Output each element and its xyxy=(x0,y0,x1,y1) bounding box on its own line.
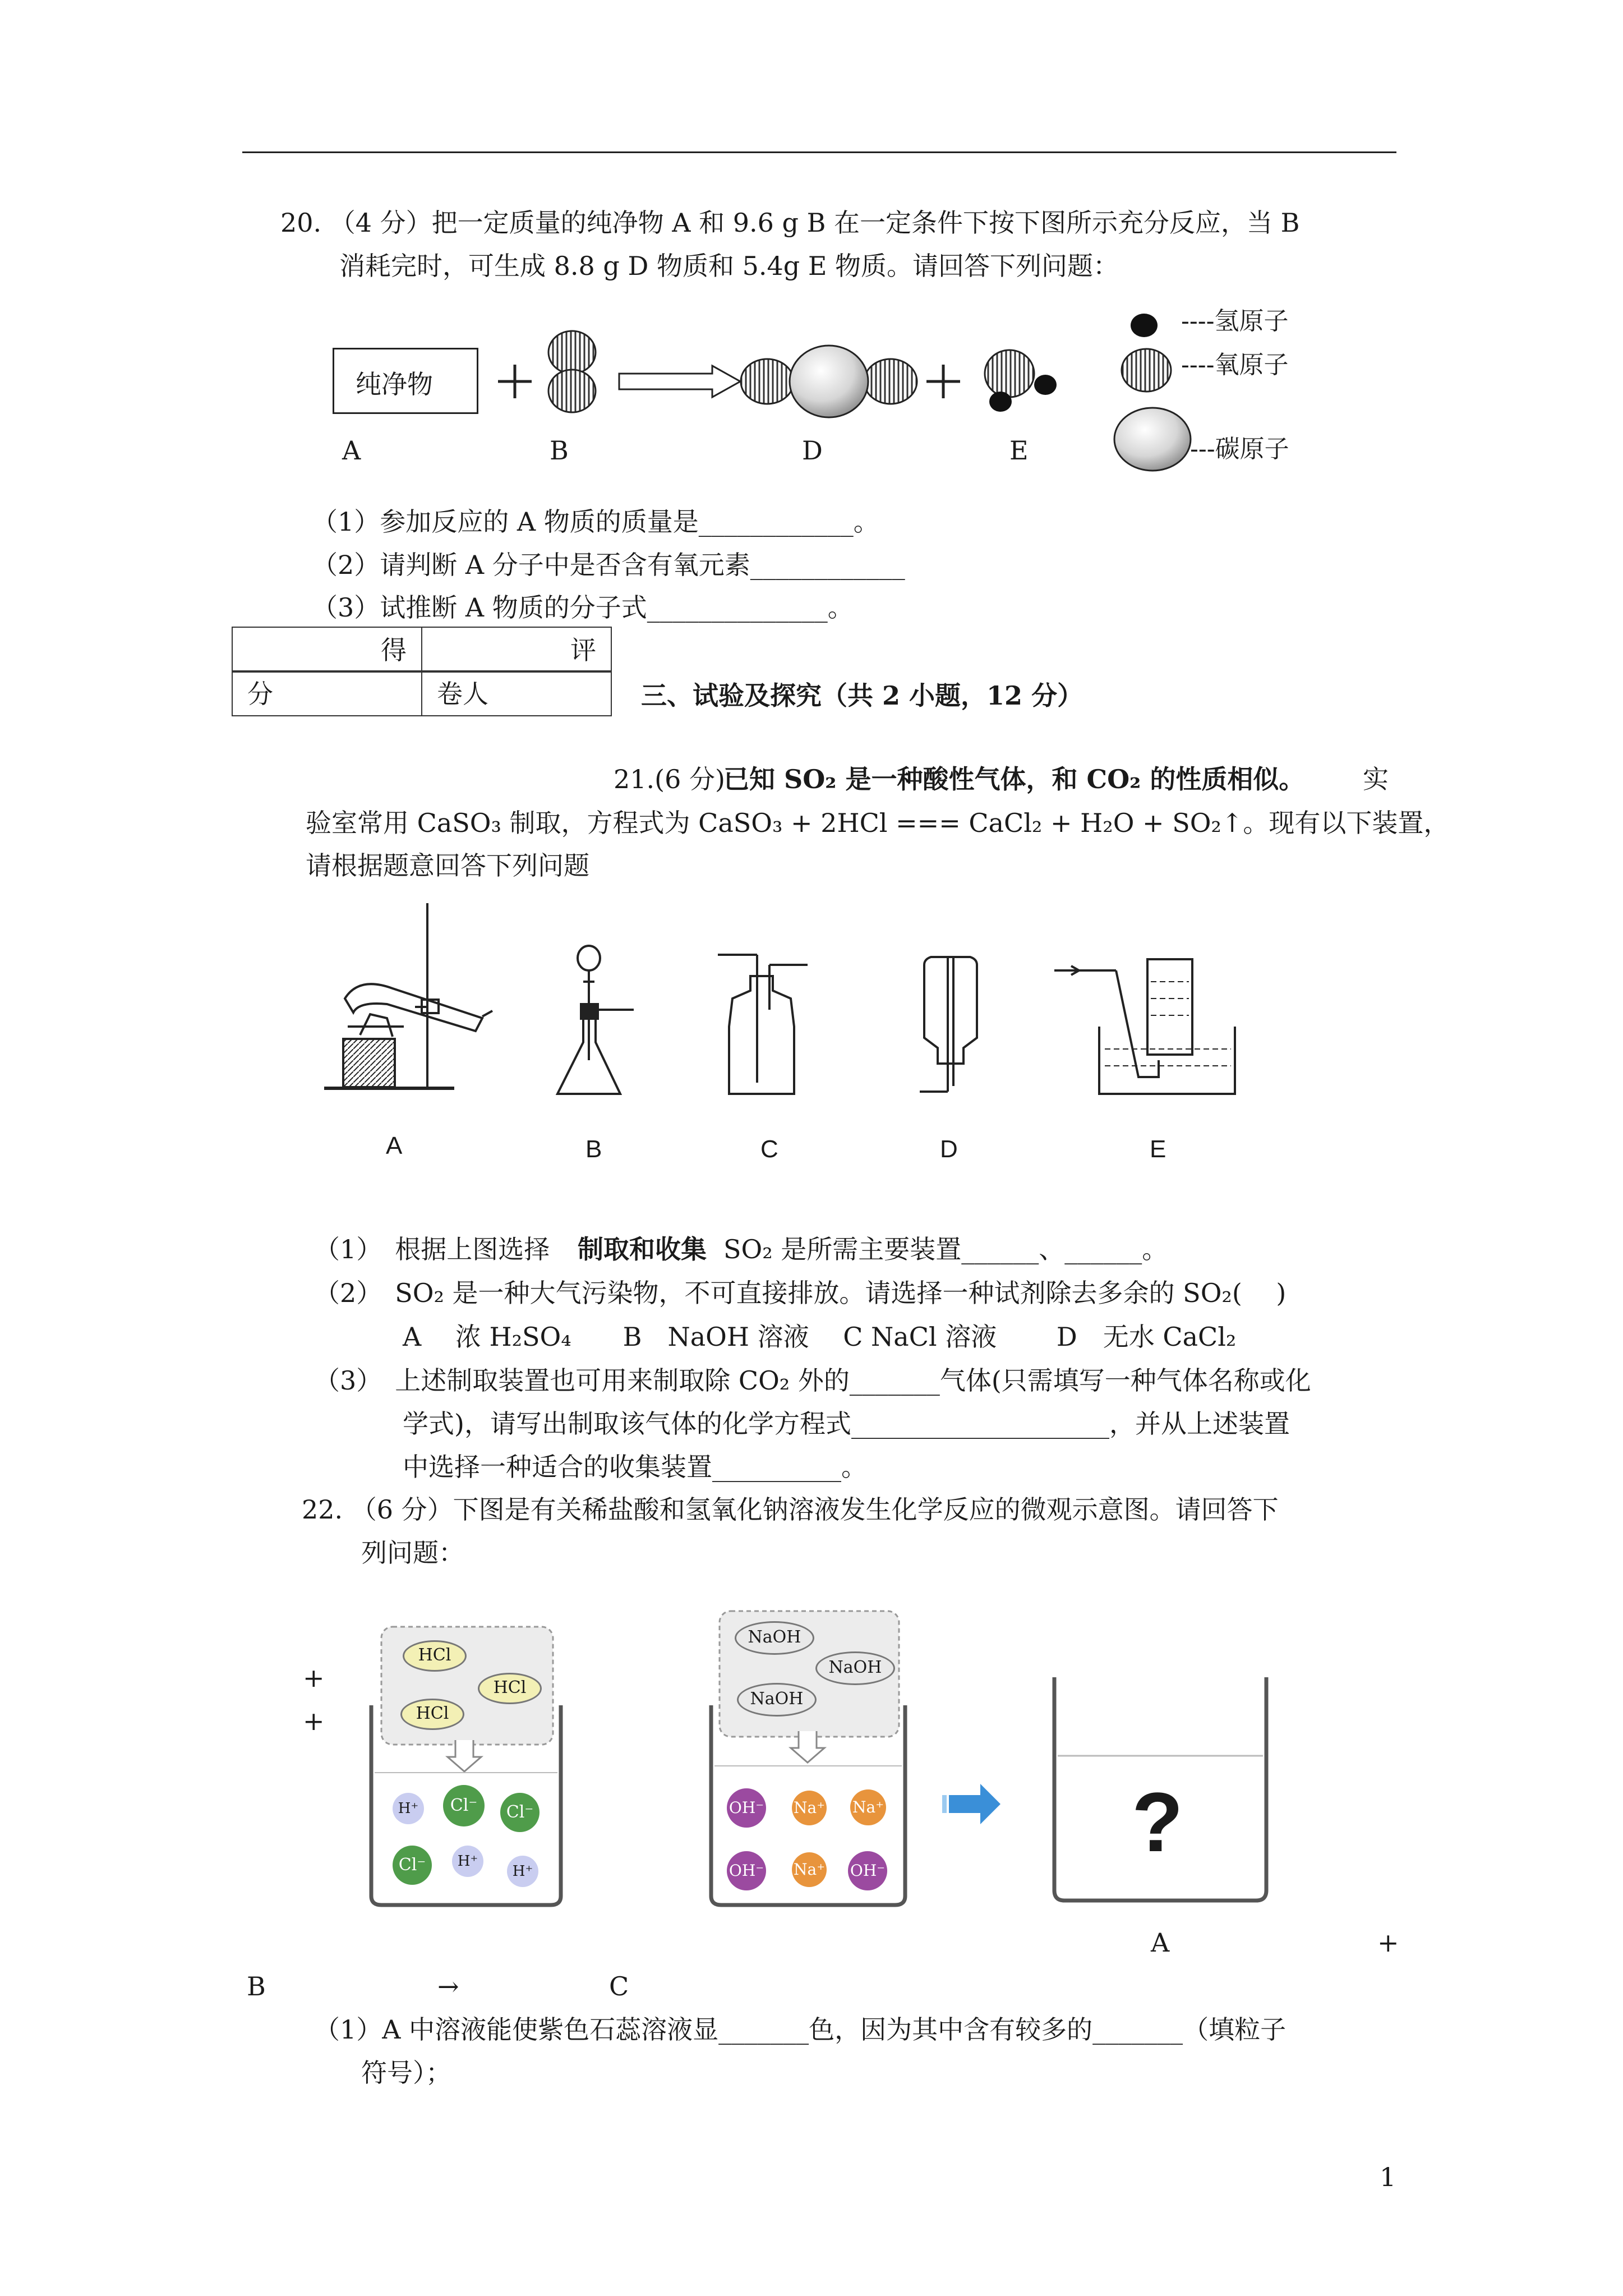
o2-molecule xyxy=(548,331,596,412)
hydrogen-atom-legend xyxy=(1131,314,1158,337)
ion: Cl⁻ xyxy=(500,1793,540,1832)
q21-sub3-line1: （3） 上述制取装置也可用来制取除 CO₂ 外的_______气体(只需填写一种气体名称或化 xyxy=(314,1365,1311,1396)
apparatus-label-E: E xyxy=(1150,1135,1166,1163)
label-A: A xyxy=(342,435,361,466)
carbon-atom-legend xyxy=(1114,408,1191,471)
apparatus-diagram xyxy=(0,892,1623,1128)
score-table xyxy=(232,627,612,716)
legend-oxygen: ----氧原子 xyxy=(1181,351,1289,379)
caption-plus: + xyxy=(1377,1927,1399,1958)
ion: OH⁻ xyxy=(848,1851,887,1890)
apparatus-label-B: B xyxy=(585,1135,602,1163)
apparatus-B-icon xyxy=(557,946,634,1094)
q21-options: A 浓 H₂SO₄ B NaOH 溶液 C NaCl 溶液 D 无水 CaCl₂ xyxy=(403,1322,1237,1352)
hcl-molecule: HCl xyxy=(478,1673,542,1704)
q20-sub3: （3）试推断 A 物质的分子式______________。 xyxy=(312,592,854,623)
q21-line1-b: 已知 SO₂ 是一种酸性气体，和 CO₂ 的性质相似。 xyxy=(723,764,1305,794)
page-number: 1 xyxy=(1380,2162,1396,2192)
q21-sub2: （2） SO₂ 是一种大气污染物，不可直接排放。请选择一种试剂除去多余的 SO₂( ) xyxy=(314,1278,1287,1308)
plus-sign-1 xyxy=(498,365,532,398)
q22-sub1-line1: （1）A 中溶液能使紫色石蕊溶液显_______色，因为其中含有较多的_______（填粒子 xyxy=(314,2014,1287,2045)
ion: OH⁻ xyxy=(727,1851,766,1890)
q21-sub3-line3: 中选择一种适合的收集装置__________。 xyxy=(403,1452,867,1482)
naoh-molecule: NaOH xyxy=(735,1621,814,1655)
q21-line2: 验室常用 CaSO₃ 制取，方程式为 CaSO₃ + 2HCl === CaCl₂ + H₂O + SO₂↑。现有以下装置， xyxy=(306,808,1450,838)
q21-sub1-a: （1） 根据上图选择 xyxy=(314,1234,550,1264)
legend-carbon: ---碳原子 xyxy=(1190,435,1289,463)
co2-molecule xyxy=(741,346,917,417)
ion: Cl⁻ xyxy=(393,1846,432,1885)
caption-B: B xyxy=(247,1971,266,2001)
ion: H⁺ xyxy=(507,1856,538,1887)
q20-sub1: （1）参加反应的 A 物质的质量是____________。 xyxy=(312,507,879,537)
score-input-cell[interactable] xyxy=(232,672,422,716)
ion: OH⁻ xyxy=(727,1788,766,1828)
q21-sub1-c: SO₂ 是所需主要装置______、______。 xyxy=(723,1234,1168,1264)
apparatus-A-icon xyxy=(324,903,492,1088)
q21-line3: 请根据题意回答下列问题 xyxy=(306,850,589,881)
apparatus-E-icon xyxy=(1054,959,1235,1094)
apparatus-label-D: D xyxy=(940,1135,958,1163)
q22-line1: 22. （6 分）下图是有关稀盐酸和氢氧化钠溶液发生化学反应的微观示意图。请回答下 xyxy=(302,1494,1279,1525)
score-cell: 得 分 xyxy=(232,627,422,671)
naoh-molecule: NaOH xyxy=(815,1651,895,1685)
section3-heading: 三、试验及探究（共 2 小题，12 分） xyxy=(641,680,1083,711)
q21-line1-a: 21.(6 分) xyxy=(614,764,725,794)
q20-sub2: （2）请判断 A 分子中是否含有氧元素____________ xyxy=(312,550,905,580)
apparatus-D-icon xyxy=(920,957,977,1092)
ion: H⁺ xyxy=(452,1846,483,1877)
ion: Na⁺ xyxy=(792,1791,827,1825)
label-D: D xyxy=(802,435,823,466)
grader-cell: 评 卷人 xyxy=(422,627,611,671)
oxygen-atom-legend xyxy=(1122,349,1171,392)
q22-line2: 列问题： xyxy=(361,1538,464,1568)
label-E: E xyxy=(1009,435,1029,466)
ion: Na⁺ xyxy=(850,1789,886,1825)
ion: Cl⁻ xyxy=(443,1785,485,1826)
ion: Na⁺ xyxy=(792,1852,827,1887)
q21-sub3-line2: 学式)，请写出制取该气体的化学方程式____________________，并从上述装置 xyxy=(403,1409,1290,1439)
ion: H⁺ xyxy=(393,1793,424,1824)
caption-C: C xyxy=(609,1971,629,2001)
hcl-molecule: HCl xyxy=(403,1640,467,1672)
caption-arrow: → xyxy=(437,1971,459,2001)
q21-sub1-b: 制取和收集 xyxy=(578,1234,707,1264)
caption-A: A xyxy=(1151,1927,1170,1958)
legend-hydrogen: ----氢原子 xyxy=(1181,307,1289,335)
q20-line2: 消耗完时，可生成 8.8 g D 物质和 5.4g E 物质。请回答下列问题： xyxy=(339,251,1119,281)
apparatus-label-C: C xyxy=(760,1135,778,1163)
question-mark: ? xyxy=(1132,1775,1183,1869)
reaction-arrow xyxy=(619,366,740,397)
pure-substance-label: 纯净物 xyxy=(356,369,433,399)
q21-line1-c: 实 xyxy=(1363,764,1389,794)
h2o-molecule xyxy=(985,350,1057,412)
reaction-diagram xyxy=(0,0,1623,494)
stray-plus-2: + xyxy=(303,1706,325,1736)
stray-plus-1: + xyxy=(303,1663,325,1693)
label-B: B xyxy=(550,435,569,466)
apparatus-label-A: A xyxy=(386,1132,403,1159)
hcl-molecule: HCl xyxy=(400,1699,464,1730)
grader-input-cell[interactable] xyxy=(422,672,611,716)
q20-line1: 20. （4 分）把一定质量的纯净物 A 和 9.6 g B 在一定条件下按下图所示充分反应，当 B xyxy=(280,208,1300,238)
apparatus-C-icon xyxy=(718,955,808,1094)
blue-arrow-icon xyxy=(942,1784,1000,1824)
q22-sub1-line2: 符号）； xyxy=(361,2058,451,2088)
naoh-molecule: NaOH xyxy=(737,1683,817,1717)
plus-sign-2 xyxy=(926,365,960,398)
